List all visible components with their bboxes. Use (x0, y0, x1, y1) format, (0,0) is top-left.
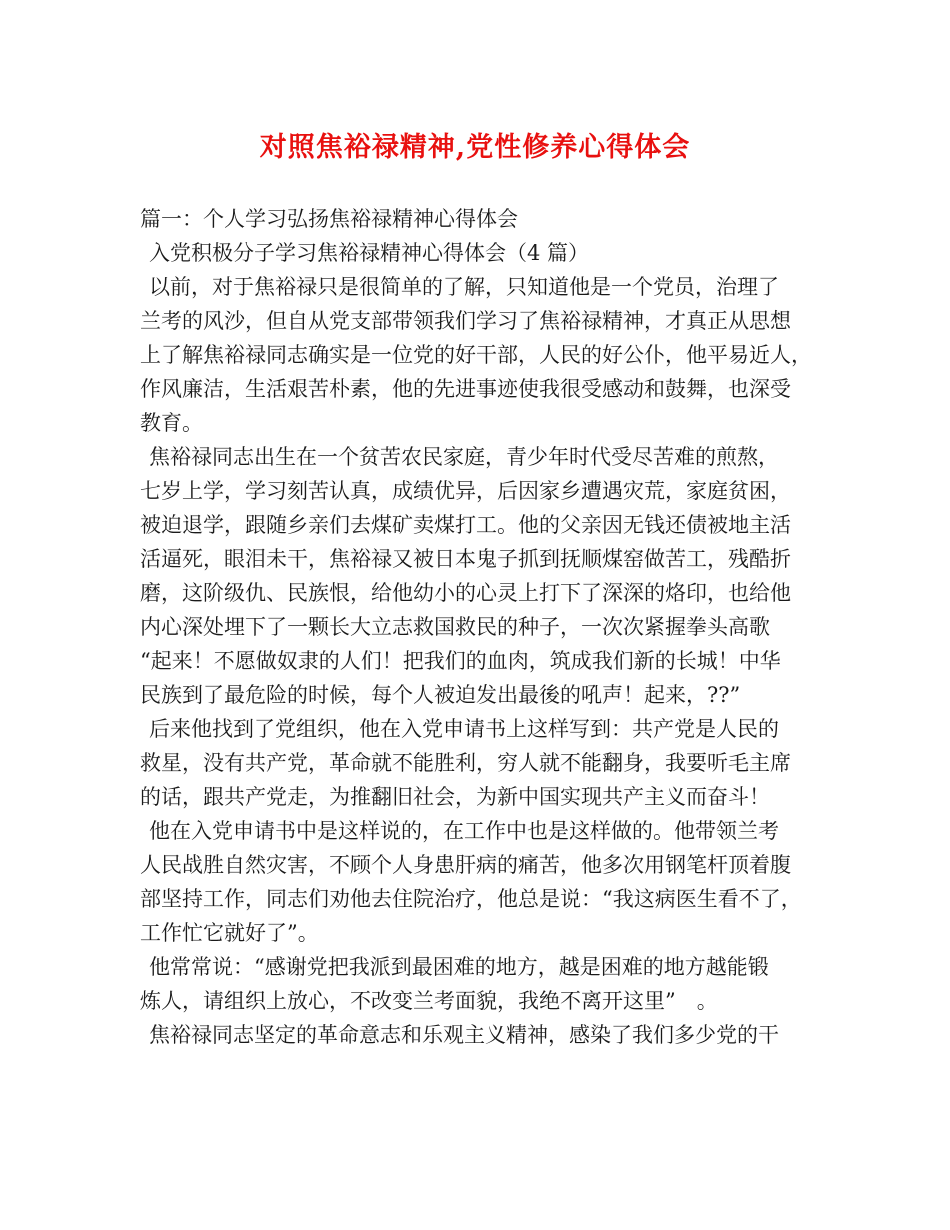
paragraph-line: “起来！不愿做奴隶的人们！把我们的血肉，筑成我们新的长城！中华 (140, 649, 781, 673)
document-title: 对照焦裕禄精神,党性修养心得体会 (259, 132, 691, 163)
paragraph-line: 民族到了最危险的时候，每个人被迫发出最後的吼声！起来，??” (140, 683, 741, 707)
paragraph-line: 教育。 (140, 411, 203, 435)
paragraph-line: 炼人，请组织上放心，不改变兰考面貌，我绝不离开这里” 。 (140, 989, 718, 1013)
paragraph-line: 被迫退学，跟随乡亲们去煤矿卖煤打工。他的父亲因无钱还债被地主活 (140, 513, 791, 537)
paragraph-line: 内心深处埋下了一颗长大立志救国救民的种子，一次次紧握拳头高歌 (140, 615, 770, 639)
section-heading: 篇一：个人学习弘扬焦裕禄精神心得体会 (140, 207, 518, 231)
paragraph-line: 后来他找到了党组织，他在入党申请书上这样写到：共产党是人民的 (149, 717, 779, 741)
paragraph-line: 以前，对于焦裕禄只是很简单的了解，只知道他是一个党员，治理了 (149, 275, 779, 299)
document-body (140, 202, 830, 1052)
paragraph-line: 焦裕禄同志出生在一个贫苦农民家庭，青少年时代受尽苦难的煎熬， (149, 445, 779, 469)
paragraph-line: 七岁上学，学习刻苦认真，成绩优异，后因家乡遭遇灾荒，家庭贫困， (140, 479, 791, 503)
paragraph-line: 焦裕禄同志坚定的革命意志和乐观主义精神，感染了我们多少党的干 (149, 1023, 779, 1047)
paragraph-line: 活逼死，眼泪未干，焦裕禄又被日本鬼子抓到抚顺煤窑做苦工，残酷折 (140, 547, 791, 571)
paragraph-line: 工作忙它就好了”。 (140, 921, 319, 945)
paragraph-line: 的话，跟共产党走，为推翻旧社会，为新中国实现共产主义而奋斗！ (140, 785, 770, 809)
paragraph-line: 他在入党申请书中是这样说的，在工作中也是这样做的。他带领兰考 (149, 819, 779, 843)
paragraph-line: 救星，没有共产党，革命就不能胜利，穷人就不能翻身，我要听毛主席 (140, 751, 791, 775)
paragraph-line: 兰考的风沙，但自从党支部带领我们学习了焦裕禄精神，才真正从思想 (140, 309, 791, 333)
paragraph-line: 作风廉洁，生活艰苦朴素，他的先进事迹使我很受感动和鼓舞，也深受 (140, 377, 791, 401)
subheading: 入党积极分子学习焦裕禄精神心得体会（4 篇） (149, 241, 590, 265)
paragraph-line: 磨，这阶级仇、民族恨，给他幼小的心灵上打下了深深的烙印，也给他 (140, 581, 791, 605)
paragraph-line: 人民战胜自然灾害，不顾个人身患肝病的痛苦，他多次用钢笔杆顶着腹 (140, 853, 791, 877)
paragraph-line: 上了解焦裕禄同志确实是一位党的好干部，人民的好公仆，他平易近人， (140, 343, 812, 367)
paragraph-line: 他常常说：“感谢党把我派到最困难的地方，越是困难的地方越能锻 (149, 955, 769, 979)
paragraph-line: 部坚持工作，同志们劝他去住院治疗，他总是说：“我这病医生看不了， (140, 887, 802, 911)
